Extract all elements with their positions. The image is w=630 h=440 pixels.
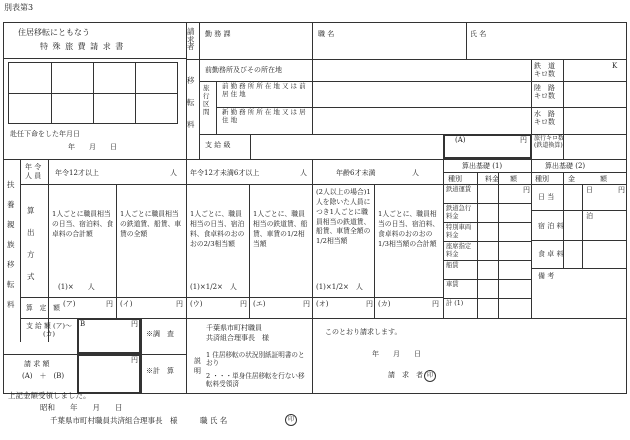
explain-label: 説 明 — [194, 357, 201, 375]
group2-label: 年令12才未満6才以上 — [190, 169, 260, 177]
claimant-sign-label: 請 求 者 — [388, 371, 423, 379]
formula-3: (1)×1/2× 人 — [316, 283, 363, 291]
basis2-note: 備 考 — [538, 272, 555, 280]
calc-yen-c: 円 — [240, 300, 247, 308]
transfer-date-label: 赴任下命をした年月日 — [10, 130, 80, 138]
dept-label: 勤 務 課 — [205, 30, 231, 38]
basis2-col1: 種別 — [535, 175, 549, 183]
claimant-label: 請 求 者 — [187, 27, 195, 51]
total-label: 請 求 額 — [24, 360, 50, 368]
travel-section-label: 旅 行 区 間 — [203, 84, 210, 116]
calc-yen-a: 円 — [106, 300, 113, 308]
position-label: 職 名 — [318, 30, 335, 38]
group2-unit: 人 — [300, 169, 307, 177]
basis2-col2: 金 — [568, 175, 575, 183]
col-f-text: (2人以上の場合)1人を除いた人員につき1人ごとに職員相当の鉄道賃、船賃、車賃全額の1/2相当額 — [316, 188, 371, 246]
calc-label: ※計 算 — [146, 367, 174, 375]
doc1-text: 1 住居移転の状況別紙証明書のとおり — [206, 351, 305, 367]
form-id: 別表第3 — [4, 3, 34, 12]
pay-total-label: 支 給 額 (ア)〜(カ) — [26, 322, 72, 339]
calc-label-c: (ウ) — [190, 300, 203, 308]
group1-unit: 人 — [170, 169, 177, 177]
survey-label: ※調 査 — [146, 330, 174, 338]
basis2-night-unit: 泊 — [586, 212, 593, 220]
title-line1: 住居移転にともなう — [18, 28, 90, 37]
doc2-text: 2 ・・・単身住居移転を行ない移転料受領済 — [206, 372, 305, 388]
travel-km-note: 旅行キロ数(鉄道換算) — [534, 135, 565, 150]
basis1-row-label: 車賃 — [446, 281, 459, 288]
claimant-seal: 印 — [424, 370, 436, 382]
basis1-row-label: 鉄道運賃 — [446, 186, 472, 193]
basis1-col1: 種別 — [448, 175, 462, 183]
amount-b-yen: 円 — [131, 320, 138, 328]
receipt-line3: 千葉県市町村職員共済組合理事長 様 職 氏 名 — [50, 416, 228, 425]
transfer-date-value: 年 月 日 — [68, 143, 117, 151]
basis1-col3: 額 — [510, 175, 517, 183]
receipt-line2: 昭和 年 月 日 — [40, 403, 123, 412]
group3-label: 年齢6才未満 — [336, 169, 376, 177]
water-km-label: 水 路 キロ数 — [534, 110, 555, 127]
basis1-row-label: 計 (1) — [446, 300, 464, 307]
basis2-col3: 額 — [600, 175, 607, 183]
amount-b-label: B — [80, 320, 86, 328]
claim-text: このとおり請求します。 — [325, 328, 402, 336]
km-unit: K — [612, 62, 618, 70]
basis1-yen: 円 — [523, 186, 530, 194]
calc-label-f: (カ) — [378, 300, 391, 308]
calc-yen-f: 円 — [432, 300, 439, 308]
calc-yen-b: 円 — [176, 300, 183, 308]
col-a-text: 1人ごとに職員相当の日当、宿泊料、食卓料の合計額 — [52, 210, 114, 238]
dependents-side-label: 扶 養 親 族 移 転 料 — [7, 180, 15, 309]
formula-label: 算 出 方 式 — [27, 206, 35, 281]
from-label: 前 勤 務 所 所 在 地 又 は 前 居 住 地 — [222, 82, 306, 98]
org-label2: 共済組合理事長 様 — [206, 334, 269, 342]
rail-km-label: 鉄 道 キロ数 — [534, 62, 555, 79]
claim-date: 年 月 日 — [372, 350, 421, 358]
formula-1: (1)× 人 — [58, 283, 95, 291]
basis2-yen1: 円 — [618, 186, 625, 194]
calc-label-d: (エ) — [253, 300, 266, 308]
group1-label: 年令12才以上 — [55, 169, 99, 177]
calc-label-a: (ア) — [63, 300, 76, 308]
basis1-row-label: 特別車両料金 — [446, 224, 472, 239]
name-label: 氏 名 — [470, 30, 487, 38]
calc-yen-e: 円 — [366, 300, 373, 308]
total-formula: (A) ＋ (B) — [22, 372, 65, 380]
age-label: 年 令 人 員 — [25, 163, 42, 180]
amount-a-label: (A) — [455, 136, 466, 144]
org-label: 千葉県市町村職員 — [206, 324, 262, 332]
col-g-text: 1人ごとに、職員相当の日当、宿泊料、食卓料のおのおの1/3相当額の合計額 — [378, 210, 440, 248]
road-km-label: 陸 路 キロ数 — [534, 84, 555, 101]
col-c-text: 1人ごとに、職員相当の日当、宿泊料、食卓料のおのおの2/3相当額 — [190, 210, 245, 248]
basis1-row-label: 鉄道急行料金 — [446, 205, 472, 220]
basis2-row2: 宿 泊 料 — [538, 222, 564, 230]
basis2-day-unit: 日 — [586, 186, 593, 194]
col-b-text: 1人ごとに職員相当の鉄道賃、船賃、車賃の全額 — [120, 210, 182, 238]
total-yen: 円 — [131, 356, 138, 364]
basis2-row1: 日 当 — [538, 193, 555, 201]
basis1-title: 算出基礎 (1) — [462, 162, 503, 170]
formula-2: (1)×1/2× 人 — [190, 283, 237, 291]
to-label: 新 勤 務 所 所 在 地 又 は 居 住 地 — [222, 108, 306, 124]
receipt-line1: 上記金額受領しました。 — [8, 391, 91, 400]
group3-unit: 人 — [412, 169, 419, 177]
pay-grade-label: 支 給 級 — [205, 141, 231, 149]
basis2-row3: 食 卓 料 — [538, 250, 564, 258]
title-line2: 特 殊 旅 費 請 求 書 — [40, 42, 125, 51]
calc-yen-d: 円 — [303, 300, 310, 308]
calc-label-b: (イ) — [120, 300, 133, 308]
calc-amount-label: 算 定 額 — [26, 304, 60, 312]
receipt-seal: 印 — [285, 414, 297, 426]
transfer-side-label: 移 転 料 — [187, 76, 195, 129]
old-location-label: 前勤務所及びその所在地 — [205, 66, 282, 74]
basis2-title: 算出基礎 (2) — [545, 162, 586, 170]
calc-label-e: (オ) — [316, 300, 329, 308]
amount-a-yen: 円 — [520, 136, 527, 144]
basis1-col2: 料金 — [485, 175, 499, 183]
basis1-row-label: 船賃 — [446, 262, 459, 269]
col-d-text: 1人ごとに、職員相当の鉄道賃、船賃、車賃の1/2相当額 — [253, 210, 308, 248]
basis1-row-label: 座席指定料金 — [446, 243, 472, 258]
